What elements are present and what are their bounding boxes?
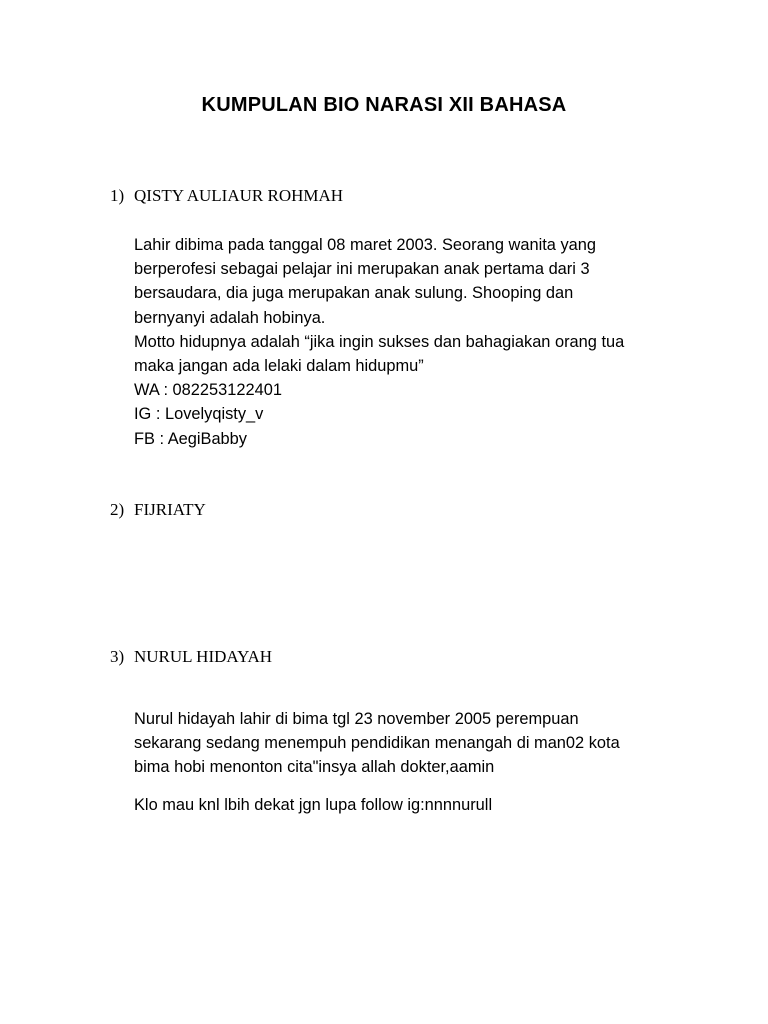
document-title: KUMPULAN BIO NARASI XII BAHASA: [201, 94, 567, 116]
bio-line: sekarang sedang menempuh pendidikan menangah di man02 kota: [134, 734, 620, 753]
entry-extra-3: [134, 793, 694, 817]
bio-line: maka jangan ada lelaki dalam hidupmu”: [134, 357, 424, 376]
contact-instagram: IG : Lovelyqisty_v: [134, 405, 264, 424]
entry-number: 3): [110, 647, 125, 666]
bio-line: bersaudara, dia juga merupakan anak sulung. Shooping dan: [134, 284, 574, 303]
bio-line: berperofesi sebagai pelajar ini merupakan anak pertama dari 3: [134, 260, 590, 279]
entry-heading-3: [110, 647, 272, 667]
bio-line: Motto hidupnya adalah “jika ingin sukses dan bahagiakan orang tua: [134, 332, 625, 351]
bio-line: Nurul hidayah lahir di bima tgl 23 november 2005 perempuan: [134, 710, 579, 728]
contact-whatsapp: WA : 082253122401: [134, 381, 282, 400]
entry-heading-2: [110, 500, 206, 520]
entry-name: QISTY AULIAUR ROHMAH: [134, 186, 344, 205]
bio-line: bima hobi menonton cita"insya allah dokter,aamin: [134, 758, 495, 777]
entry-name: NURUL HIDAYAH: [134, 647, 273, 666]
bio-line: bernyanyi adalah hobinya.: [134, 308, 326, 327]
entry-number: 2): [110, 500, 125, 519]
entry-bio-3: [134, 707, 694, 780]
entry-bio-1: [134, 233, 694, 451]
bio-line: Lahir dibima pada tanggal 08 maret 2003. Seorang wanita yang: [134, 236, 596, 254]
contact-facebook: FB : AegiBabby: [134, 429, 247, 448]
entry-heading-1: [110, 186, 343, 206]
entry-name: FIJRIATY: [134, 500, 206, 519]
follow-note: Klo mau knl lbih dekat jgn lupa follow ig:nnnnurull: [134, 796, 493, 814]
entry-number: 1): [110, 186, 125, 205]
